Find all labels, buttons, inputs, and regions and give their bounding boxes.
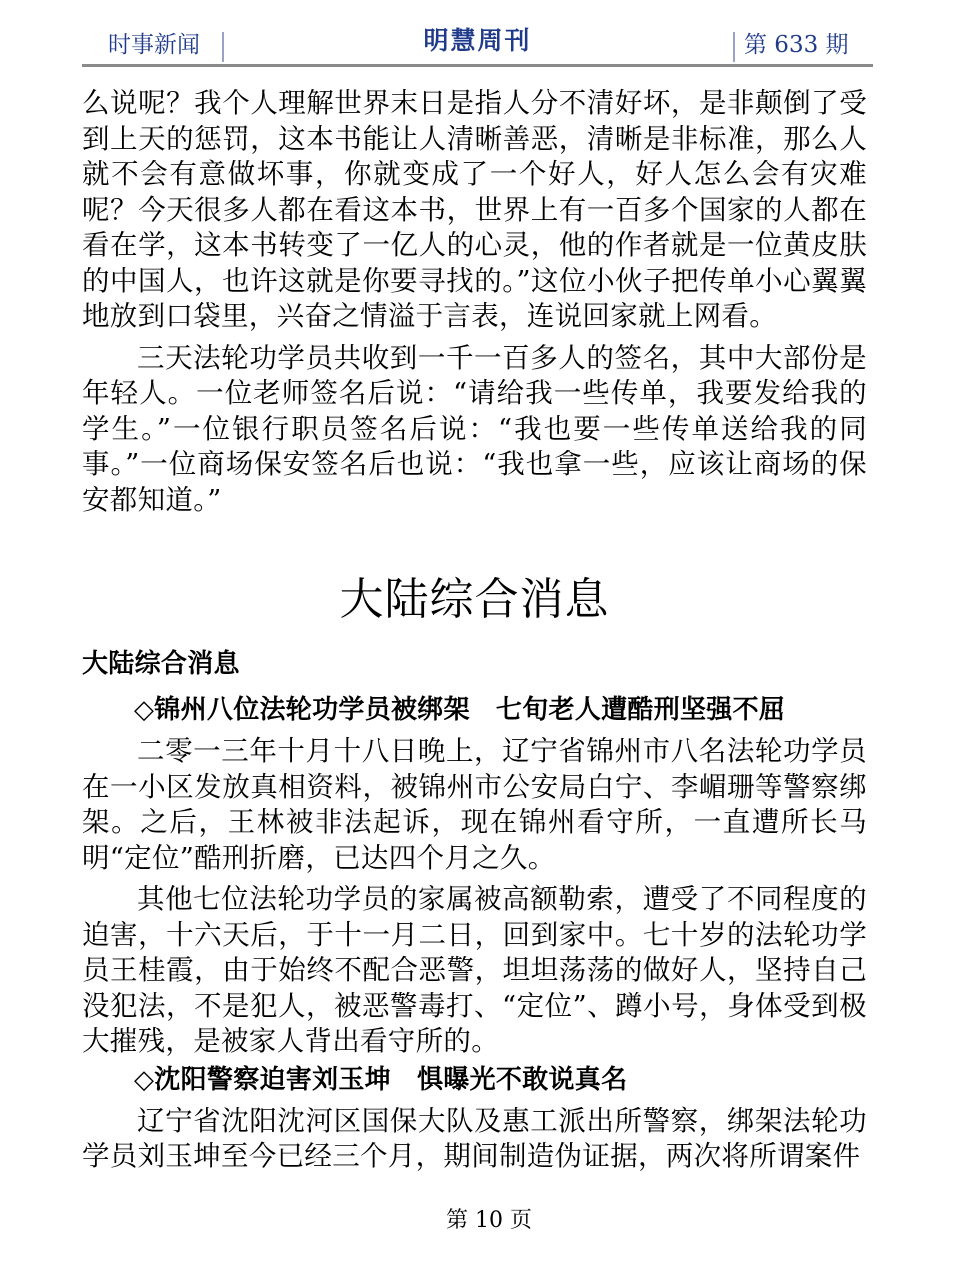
article-title-1-sub: 七旬老人遭酷刑坚强不屈 — [495, 695, 786, 725]
article-1-paragraph-2: 其他七位法轮功学员的家属被高额勒索，遭受了不同程度的迫害，十六天后，于十一月二日，回到家中。七十岁的法轮功学员王桂霞，由于始终不配合恶警，坦坦荡荡的做好人，坚持自己没犯法，不是犯人，被恶警毒打、“定位”、蹲小号，身体受到极大摧残，是被家人背出看守所的。 — [82, 883, 867, 1057]
intro-paragraph-1: 么说呢？我个人理解世界末日是指人分不清好坏，是非颠倒了受到上天的惩罚，这本书能让人清晰善恶，清晰是非标准，那么人就不会有意做坏事，你就变成了一个好人，好人怎么会有灾难呢？今天很多人都在看这本书，世界上有一百多个国家的人都在看在学，这本书转变了一亿人的心灵，他的作者就是一位黄皮肤的中国人，也许这就是你要寻找的。”这位小伙子把传单小心翼翼地放到口袋里，兴奋之情溢于言表，连说回家就上网看。 — [82, 87, 867, 332]
publication-title: 明慧周刊 — [423, 26, 532, 55]
article-title-1 — [82, 692, 867, 728]
header-divider-right — [733, 32, 735, 62]
page-number: 第 10 页 — [446, 1208, 532, 1233]
article-title-2-main: ◇沈阳警察迫害刘玉坤 — [134, 1064, 391, 1095]
section-title: 大陆综合消息 — [339, 574, 610, 625]
header-section-label: 时事新闻 — [108, 32, 200, 58]
article-title-2 — [82, 1062, 867, 1098]
sub-heading: 大陆综合消息 — [82, 649, 240, 679]
article-2-paragraph-1: 辽宁省沈阳沈河区国保大队及惠工派出所警察，绑架法轮功学员刘玉坤至今已经三个月，期间制造伪证据，两次将所谓案件 — [82, 1104, 867, 1172]
article-1-paragraph-1: 二零一三年十月十八日晚上，辽宁省锦州市八名法轮功学员在一小区发放真相资料，被锦州市公安局白宁、李嵋珊等警察绑架。之后，王林被非法起诉，现在锦州看守所，一直遭所长马明“定位”酷刑折磨，已达四个月之久。 — [82, 735, 867, 874]
header-rule — [82, 64, 873, 67]
page-header — [82, 22, 873, 66]
page-content — [82, 86, 867, 1175]
issue-number: 第 633 期 — [744, 32, 849, 58]
article-title-2-sub: 惧曝光不敢说真名 — [417, 1064, 628, 1095]
article-title-1-main: ◇锦州八位法轮功学员被绑架 — [134, 695, 470, 725]
intro-paragraph-2: 三天法轮功学员共收到一千一百多人的签名，其中大部份是年轻人。一位老师签名后说：“请给我一些传单，我要发给我的学生。”一位银行职员签名后说：“我也要一些传单送给我的同事。”一位商场保安签名后也说：“我也拿一些，应该让商场的保安都知道。” — [82, 341, 867, 516]
